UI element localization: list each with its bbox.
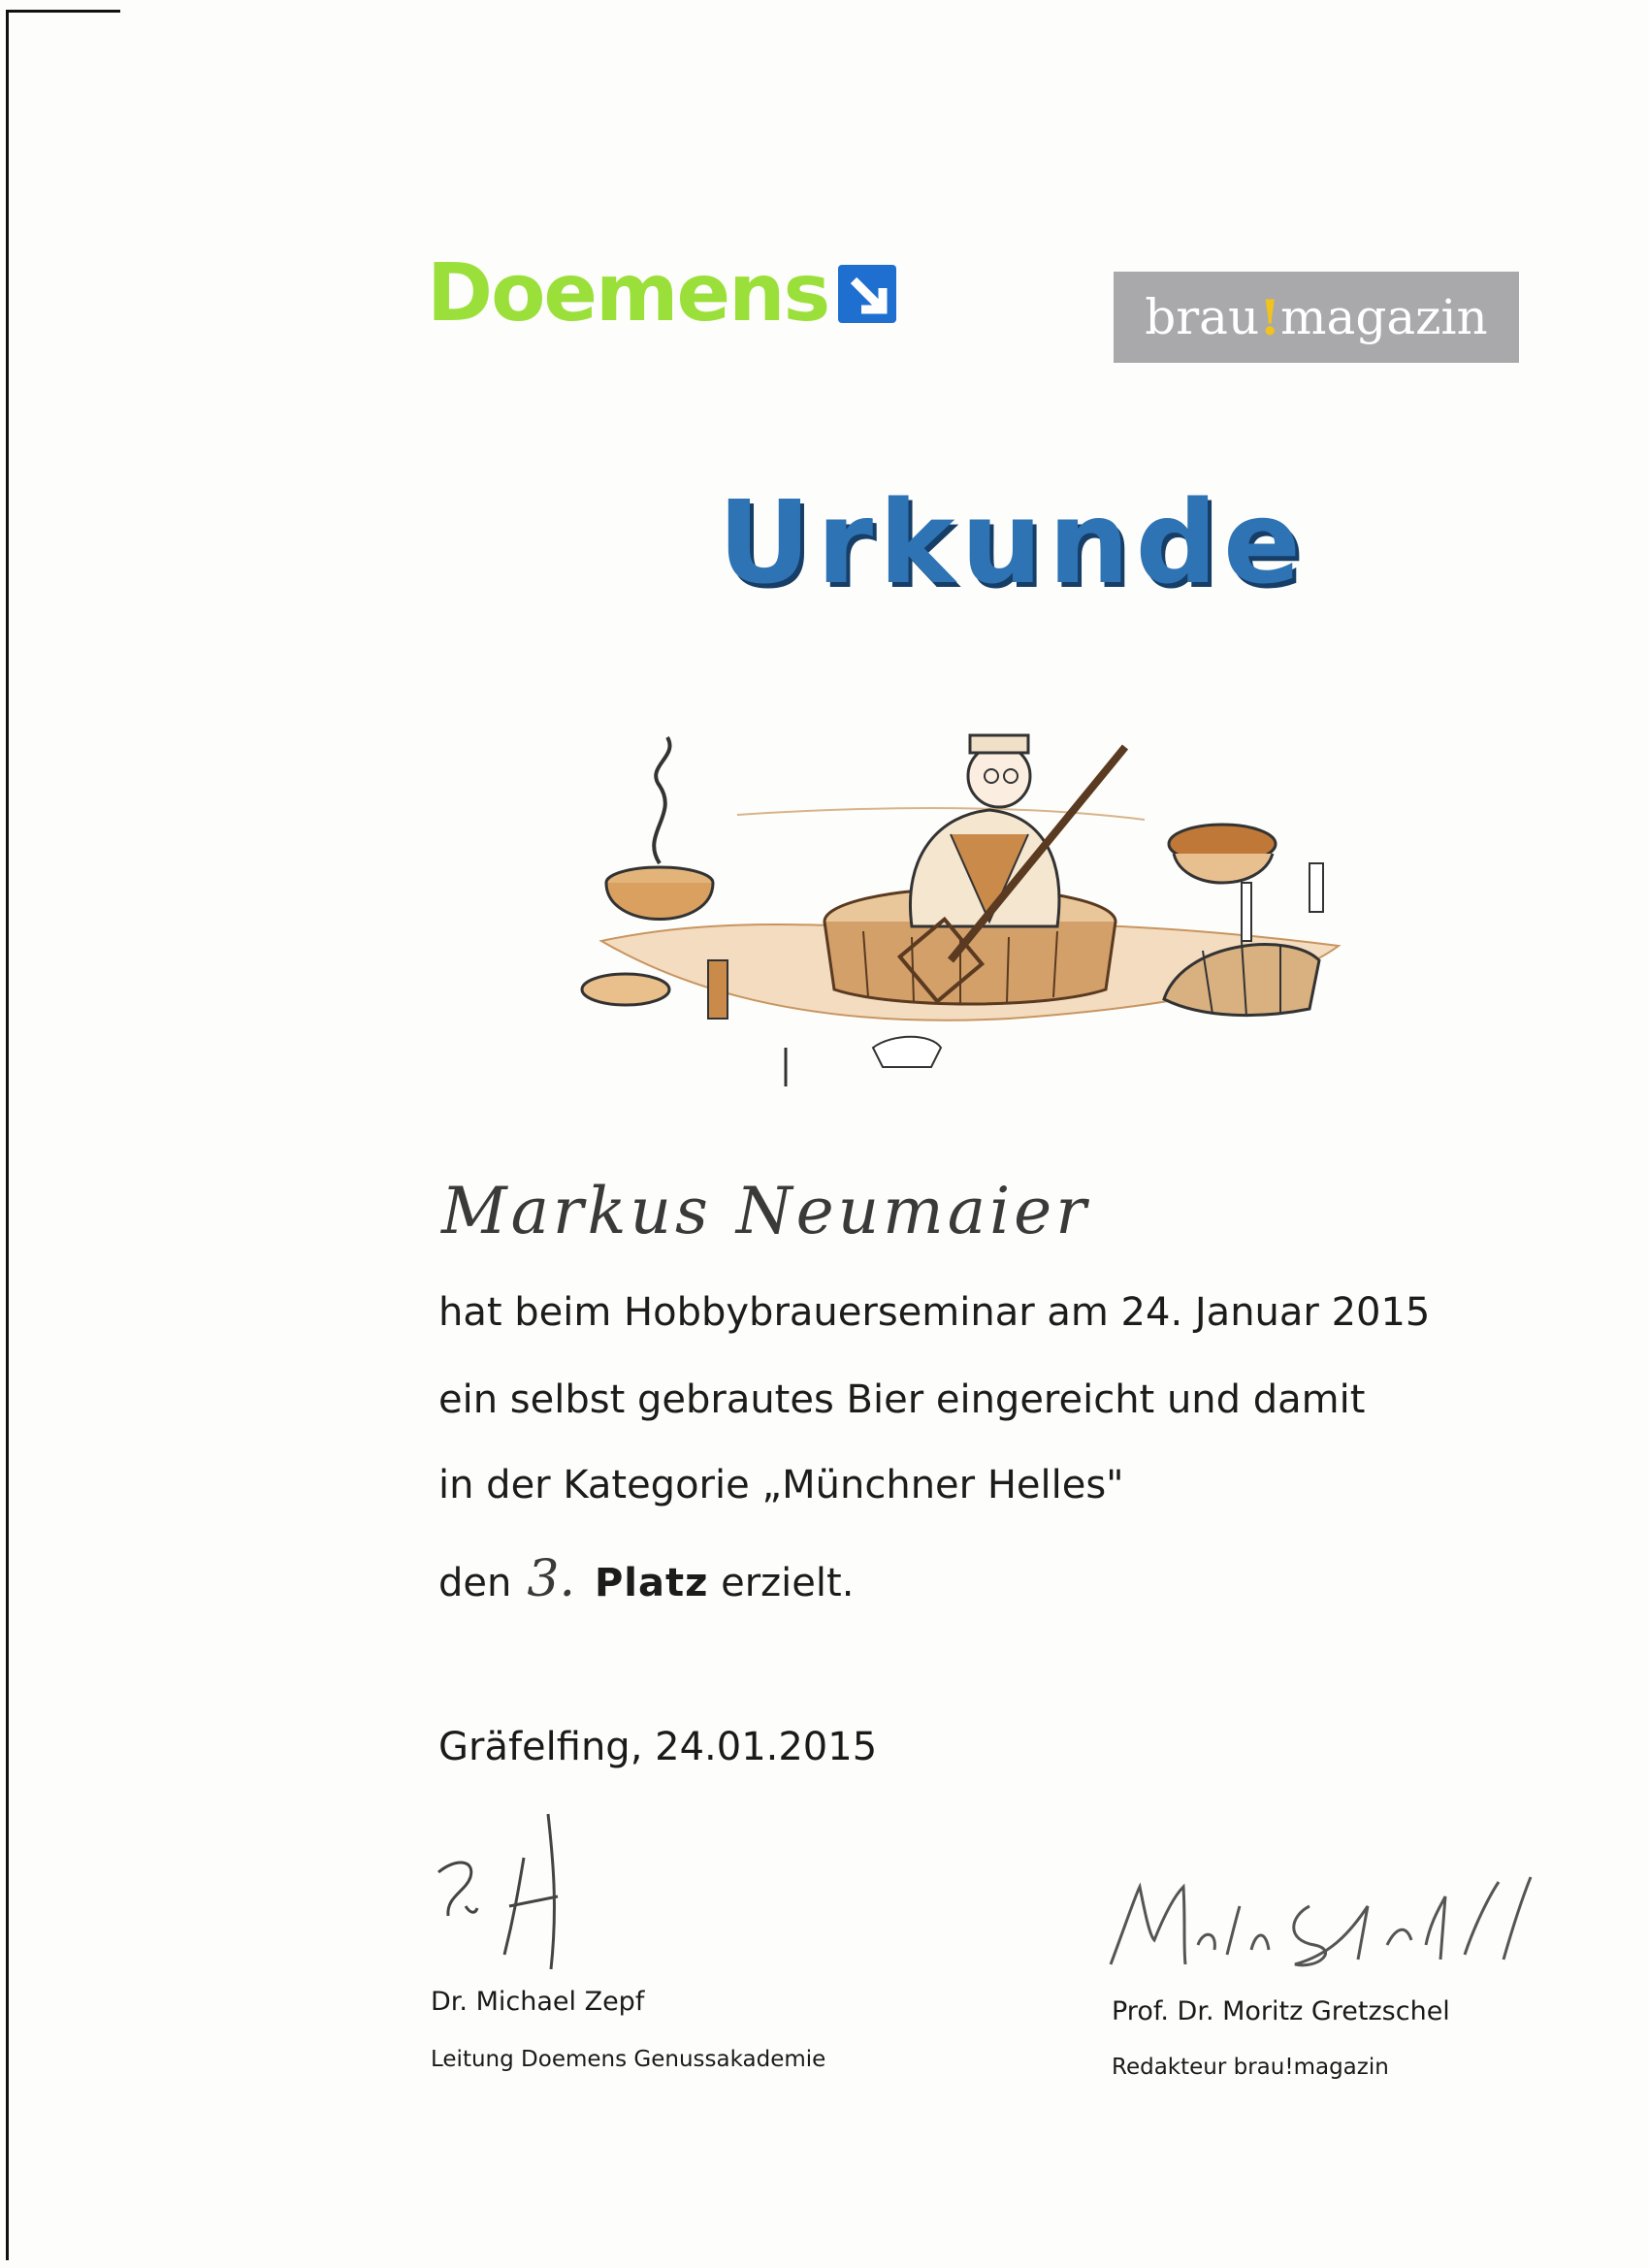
braumagazin-logo-bang: ! bbox=[1259, 288, 1281, 346]
scan-edge bbox=[6, 10, 9, 2260]
signature-left bbox=[427, 1799, 650, 1979]
line-4-prefix: den bbox=[438, 1561, 512, 1605]
body-line-4 bbox=[438, 1550, 854, 1608]
signatory-1-name: Dr. Michael Zepf bbox=[431, 1987, 645, 2017]
body-line-3: in der Kategorie „Münchner Helles" bbox=[438, 1463, 1124, 1507]
platz-label: Platz bbox=[594, 1561, 709, 1605]
recipient-name: Markus Neumaier bbox=[441, 1174, 1090, 1248]
place-number: 3. bbox=[527, 1550, 575, 1608]
signatory-2-name: Prof. Dr. Moritz Gretzschel bbox=[1112, 1996, 1450, 2026]
place-date: Gräfelfing, 24.01.2015 bbox=[438, 1725, 878, 1769]
braumagazin-logo-suffix: magazin bbox=[1280, 289, 1488, 345]
body-line-1: hat beim Hobbybrauerseminar am 24. Januar 2015 bbox=[438, 1290, 1431, 1335]
body-line-2: ein selbst gebrautes Bier eingereicht und damit bbox=[438, 1377, 1366, 1422]
arrow-icon bbox=[838, 265, 896, 323]
certificate-title: Urkunde bbox=[718, 475, 1307, 609]
braumagazin-logo bbox=[1114, 272, 1519, 363]
scan-edge bbox=[6, 10, 120, 13]
signature-right bbox=[1106, 1867, 1533, 1974]
doemens-logo-text: Doemens bbox=[427, 247, 829, 340]
brewer-illustration bbox=[543, 698, 1387, 1125]
signatory-1-role: Leitung Doemens Genussakademie bbox=[431, 2047, 826, 2072]
braumagazin-logo-prefix: brau bbox=[1145, 289, 1260, 345]
doemens-logo bbox=[427, 247, 896, 340]
line-4-suffix: erzielt. bbox=[721, 1561, 855, 1605]
signatory-2-role: Redakteur brau!magazin bbox=[1112, 2055, 1389, 2080]
